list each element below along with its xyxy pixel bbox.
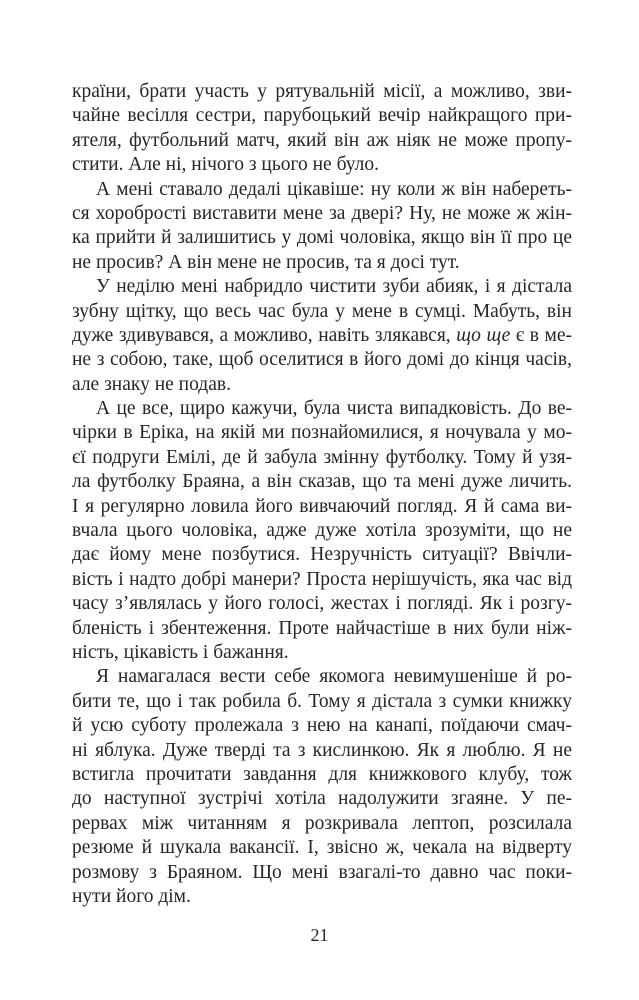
- text-line: резюме й шукала вакансії. І, звісно ж, чекала на відверту: [72, 837, 572, 859]
- text-segment: дуже здивувався, а можливо, навіть злякався,: [72, 324, 457, 346]
- text-line: ла футболку Браяна, а він сказав, що та мені дуже личить.: [72, 471, 572, 493]
- text-line: не з собою, таке, щоб оселитися в його домі до кінця часів,: [72, 349, 572, 371]
- text-line: А мені ставало дедалі цікавіше: ну коли ж він набереть-: [96, 178, 572, 200]
- paragraph: [72, 80, 572, 178]
- text-line: вчала цього чоловіка, адже дуже хотіла зрозуміти, що не: [72, 520, 572, 542]
- text-line: до наступної зустрічі хотіла надолужити згаяне. У пе-: [72, 788, 572, 810]
- text-line: чірки в Еріка, на якій ми познайомилися, я ночувала у мо-: [72, 422, 572, 444]
- text-line: розмову з Браяном. Що мені взагалі-то давно час поки-: [72, 861, 572, 883]
- text-line: ка прийти й залишитись у домі чоловіка, якщо він її про це: [72, 227, 572, 249]
- text-line: й усю суботу пролежала з нею на канапі, поїдаючи смач-: [72, 715, 572, 737]
- paragraph: [72, 275, 572, 397]
- text-line: встигла прочитати завдання для книжкового клубу, тож: [72, 763, 572, 785]
- paragraph: [72, 178, 572, 276]
- text-line: зубну щітку, що весь час була у мене в сумці. Мабуть, він: [72, 300, 572, 322]
- text-line: стити. Але ні, нічого з цього не було.: [72, 154, 380, 176]
- paragraph: [72, 665, 572, 909]
- text-line: не просив? А він мене не просив, та я досі тут.: [72, 251, 460, 273]
- text-line: країни, брати участь у рятувальній місії, а можливо, зви-: [72, 81, 572, 102]
- text-line: У неділю мені набридло чистити зуби абияк, і я дістала: [96, 276, 572, 298]
- text-segment: є в ме-: [510, 324, 572, 346]
- text-line: ність, цікавість і бажання.: [72, 641, 289, 663]
- text-line: ятеля, футбольний матч, який він аж ніяк не може пропу-: [72, 129, 572, 151]
- text-line: рервах між читанням я розкривала лептоп, розсилала: [72, 812, 572, 834]
- text-line: ні яблука. Дуже тверді та з кислинкою. Як я люблю. Я не: [72, 739, 572, 761]
- body-text: [72, 80, 572, 909]
- text-line: але знаку не подав.: [72, 373, 231, 395]
- text-line: нути його дім.: [72, 885, 191, 907]
- text-line: чайне весілля сестри, парубоцький вечір найкращого при-: [72, 105, 572, 127]
- text-line: бити те, що і так робила б. Тому я дістала з сумки книжку: [72, 690, 572, 712]
- text-line: бленість і збентеження. Проте найчастіше в них були ніж-: [72, 617, 572, 639]
- text-line: [72, 324, 572, 348]
- text-line: дає йому мене позбутися. Незручність ситуації? Ввічли-: [72, 544, 572, 566]
- text-line: Я намагалася вести себе якомога невимушеніше й ро-: [96, 666, 572, 688]
- text-line: ся хоробрості виставити мене за двері? Ну, не може ж жін-: [72, 202, 572, 224]
- text-line: часу з’являлась у його голосі, жестах і погляді. Як і розгу-: [72, 593, 572, 615]
- text-line: І я регулярно ловила його вивчаючий погляд. Я й сама ви-: [72, 495, 572, 517]
- paragraph: [72, 397, 572, 665]
- text-line: вість і надто добрі манери? Проста нерішучість, яка час від: [72, 568, 572, 590]
- italic-text: що ще: [456, 324, 511, 346]
- text-line: А це все, щиро кажучи, була чиста випадковість. До ве-: [96, 398, 572, 420]
- page-number: 21: [310, 925, 329, 945]
- text-line: єї подруги Емілі, де й забула змінну футболку. Тому й узя-: [72, 446, 572, 468]
